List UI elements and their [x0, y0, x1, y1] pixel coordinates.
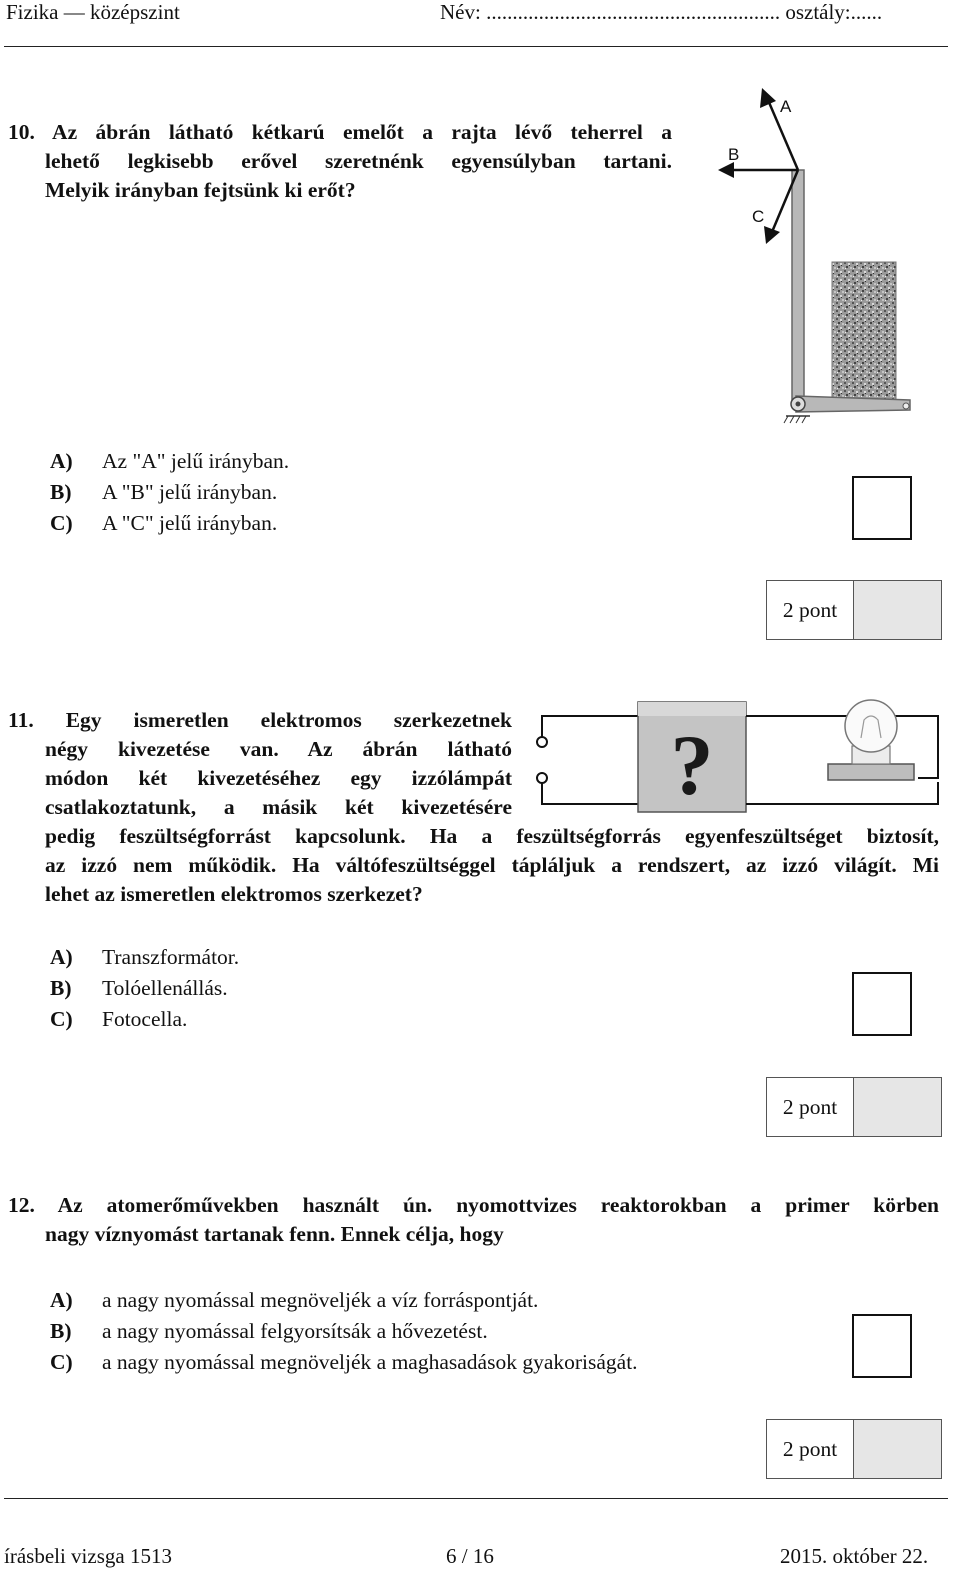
q12-line-1: 12. Az atomerőművekben használt ún. nyomottvizes reaktorokban a primer körben	[8, 1193, 939, 1217]
footer-page-number: 6 / 16	[446, 1544, 494, 1568]
q12-line-2: nagy víznyomást tartanak fenn. Ennek célja, hogy	[45, 1222, 504, 1246]
q11-answer-box[interactable]	[852, 972, 912, 1036]
q11-options: A) Transzformátor. B) Tolóellenállás. C) Fotocella.	[50, 945, 240, 1031]
q11-score-field[interactable]	[854, 1078, 941, 1136]
q11-line-5: pedig feszültségforrást kapcsolunk. Ha a feszültségforrás egyenfeszültséget biztosít,	[45, 824, 939, 848]
arrow-c-label: C	[752, 207, 765, 226]
q10-options: A) Az "A" jelű irányban. B) A "B" jelű irányban. C) A "C" jelű irányban.	[50, 449, 290, 535]
terminal-1-icon	[537, 737, 547, 747]
circuit-figure	[528, 690, 948, 814]
q10-answer-box[interactable]	[852, 476, 912, 540]
light-bulb-icon	[845, 700, 897, 752]
unknown-symbol: ?	[670, 717, 714, 813]
q12-score-label: 2 pont	[767, 1420, 854, 1478]
q10-line-1: 10. Az ábrán látható kétkarú emelőt a rajta lévő teherrel a	[8, 120, 672, 144]
footer-exam: írásbeli vizsga 1513	[4, 1544, 172, 1568]
header-name-field: Név: ........................................................ osztály:......	[440, 0, 883, 24]
lever-vertical-arm	[792, 170, 804, 402]
q11-score-label: 2 pont	[767, 1078, 854, 1136]
lamp-socket	[828, 764, 914, 780]
load-block	[832, 262, 896, 402]
lever-end-pin	[903, 403, 909, 409]
arrow-a-label: A	[780, 97, 792, 116]
q11-line-3: módon két kivezetéséhez egy izzólámpát	[45, 766, 512, 790]
q12-score-box	[766, 1419, 942, 1479]
q11-line-7: lehet az ismeretlen elektromos szerkezet?	[45, 882, 423, 906]
footer-rule	[4, 1498, 948, 1499]
q10-score-field[interactable]	[854, 581, 941, 639]
q12-text	[8, 1191, 939, 1249]
q11-line-4: csatlakoztatunk, a másik két kivezetésére	[45, 795, 512, 819]
q11-score-box	[766, 1077, 942, 1137]
q11-text-long	[45, 822, 939, 909]
q11-line-2: négy kivezetése van. Az ábrán látható	[45, 737, 512, 761]
q12-options: A) a nagy nyomással megnöveljék a víz forráspontját. B) a nagy nyomással felgyorsítsák a hővezetést. C) a nagy nyomással megnöveljék a maghasadások gyakoriságát.	[50, 1288, 638, 1374]
q10-line-2: lehető legkisebb erővel szeretnénk egyensúlyban tartani.	[45, 149, 672, 173]
q12-answer-box[interactable]	[852, 1314, 912, 1378]
footer-date: 2015. október 22.	[780, 1544, 929, 1568]
terminal-2-icon	[537, 773, 547, 783]
header-subject: Fizika — középszint	[6, 0, 180, 24]
q10-score-label: 2 pont	[767, 581, 854, 639]
header-rule	[4, 46, 948, 47]
q11-text-short	[8, 706, 512, 822]
arrow-b-label: B	[728, 145, 740, 164]
q10-text	[8, 118, 672, 205]
q11-line-6: az izzó nem működik. Ha váltófeszültséggel tápláljuk a rendszert, az izzó világít. Mi	[45, 853, 939, 877]
q11-line-1: 11. Egy ismeretlen elektromos szerkezetnek	[8, 708, 512, 732]
q10-line-3: Melyik irányban fejtsünk ki erőt?	[45, 178, 356, 202]
lever-figure	[700, 86, 930, 436]
q10-score-box	[766, 580, 942, 640]
q12-score-field[interactable]	[854, 1420, 941, 1478]
